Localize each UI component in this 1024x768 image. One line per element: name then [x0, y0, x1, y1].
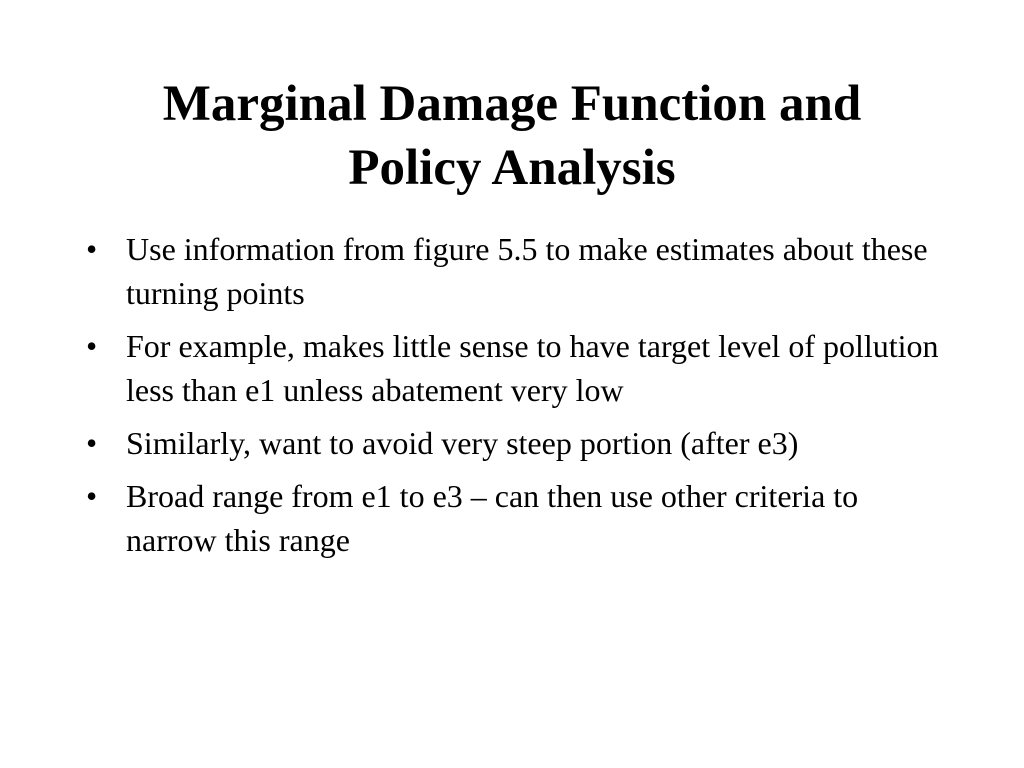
bullet-icon: • [86, 231, 98, 267]
slide-title-line-1: Marginal Damage Function and [162, 76, 862, 132]
bullet-item [0, 324, 1024, 412]
bullet-text: Similarly, want to avoid very steep portion (after e3) [126, 425, 799, 461]
bullet-icon: • [86, 328, 98, 364]
bullet-item [0, 474, 1024, 562]
bullet-icon: • [86, 478, 98, 514]
bullet-item [0, 421, 1024, 465]
bullet-list [0, 227, 1024, 571]
bullet-icon: • [86, 425, 98, 461]
bullet-text: For example, makes little sense to have target level of pollution less than e1 unless abatement very low [126, 328, 939, 408]
bullet-text: Broad range from e1 to e3 – can then use other criteria to narrow this range [126, 478, 859, 558]
bullet-text: Use information from figure 5.5 to make estimates about these turning points [126, 231, 928, 311]
bullet-item [0, 227, 1024, 315]
slide-title [60, 72, 964, 200]
slide-title-line-2: Policy Analysis [348, 140, 676, 196]
